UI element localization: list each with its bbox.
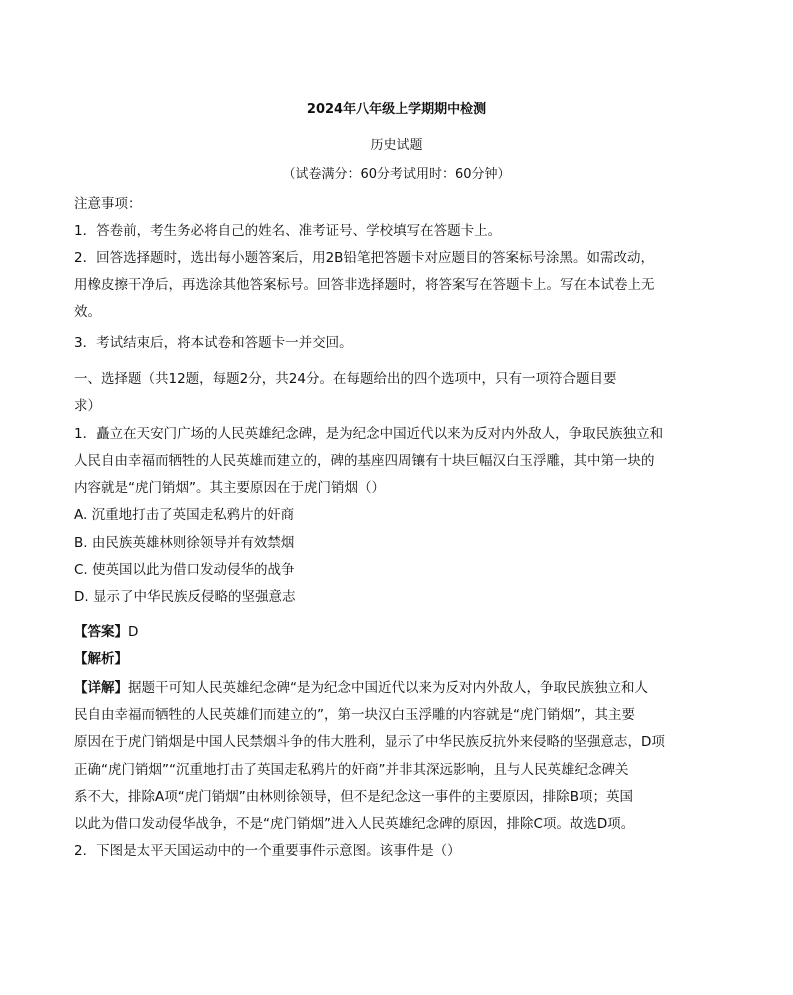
option-c: C. 使英国以此为借口发动侵华的战争 (74, 562, 295, 578)
notice-line: 3．考试结束后，将本试卷和答题卡一并交回。 (74, 335, 353, 351)
question-1-stem: 内容就是“虎门销烟”。其主要原因在于虎门销烟（） (74, 480, 385, 496)
question-2-stem: 2．下图是太平天国运动中的一个重要事件示意图。该事件是（） (74, 843, 461, 859)
exam-title: 2024年八年级上学期期中检测 (306, 102, 487, 117)
answer-value: D (128, 624, 139, 640)
section-heading: 一、选择题（共12题，每题2分，共24分。在每题给出的四个选项中，只有一项符合题目要 (74, 371, 617, 387)
answer-label: 【答案】 (74, 624, 128, 640)
notice-heading: 注意事项： (74, 196, 142, 212)
section-heading-cont: 求） (74, 398, 101, 414)
option-a: A. 沉重地打击了英国走私鸦片的奸商 (74, 507, 295, 523)
option-d: D. 显示了中华民族反侵略的坚强意志 (74, 589, 296, 605)
notice-line: 1．答卷前，考生务必将自己的姓名、准考证号、学校填写在答题卡上。 (74, 223, 502, 239)
detail-line: 以此为借口发动侵华战争，不是“虎门销烟”进入人民英雄纪念碑的原因，排除C项。故选D项。 (74, 816, 635, 832)
option-b: B. 由民族英雄林则徐领导并有效禁烟 (74, 535, 295, 551)
exam-meta: （试卷满分：60分考试用时：60分钟） (282, 167, 511, 182)
subject-title: 历史试题 (370, 138, 423, 153)
detail-label: 【详解】 (74, 680, 128, 696)
question-1-stem: 1．矗立在天安门广场的人民英雄纪念碑，是为纪念中国近代以来为反对内外敌人，争取民族独立和 (74, 426, 664, 442)
detail-line: 民自由幸福而牺牲的人民英雄们而建立的”，第一块汉白玉浮雕的内容就是“虎门销烟”，其主要 (74, 707, 635, 723)
detail-line: 正确“虎门销烟”“沉重地打击了英国走私鸦片的奸商”并非其深远影响，且与人民英雄纪念碑关 (74, 762, 629, 778)
answer-row (74, 620, 138, 640)
question-1-stem: 人民自由幸福而牺牲的人民英雄而建立的，碑的基座四周镶有十块巨幅汉白玉浮雕，其中第一块的 (74, 453, 655, 469)
detail-line: 原因在于虎门销烟是中国人民禁烟斗争的伟大胜利，显示了中华民族反抗外来侵略的坚强意志，D项 (74, 734, 665, 750)
notice-line: 2．回答选择题时，选出每小题答案后，用2B铅笔把答题卡对应题目的答案标号涂黑。如需改动， (74, 250, 654, 266)
detail-text: 据题干可知人民英雄纪念碑“是为纪念中国近代以来为反对内外敌人，争取民族独立和人 (128, 680, 648, 696)
detail-row (74, 676, 648, 696)
notice-line: 用橡皮擦干净后，再选涂其他答案标号。回答非选择题时，将答案写在答题卡上。写在本试卷上无 (74, 277, 655, 293)
analysis-label: 【解析】 (74, 651, 128, 667)
notice-line: 效。 (74, 304, 101, 320)
detail-line: 系不大，排除A项“虎门销烟”由林则徐领导，但不是纪念这一事件的主要原因，排除B项；英国 (74, 789, 633, 805)
